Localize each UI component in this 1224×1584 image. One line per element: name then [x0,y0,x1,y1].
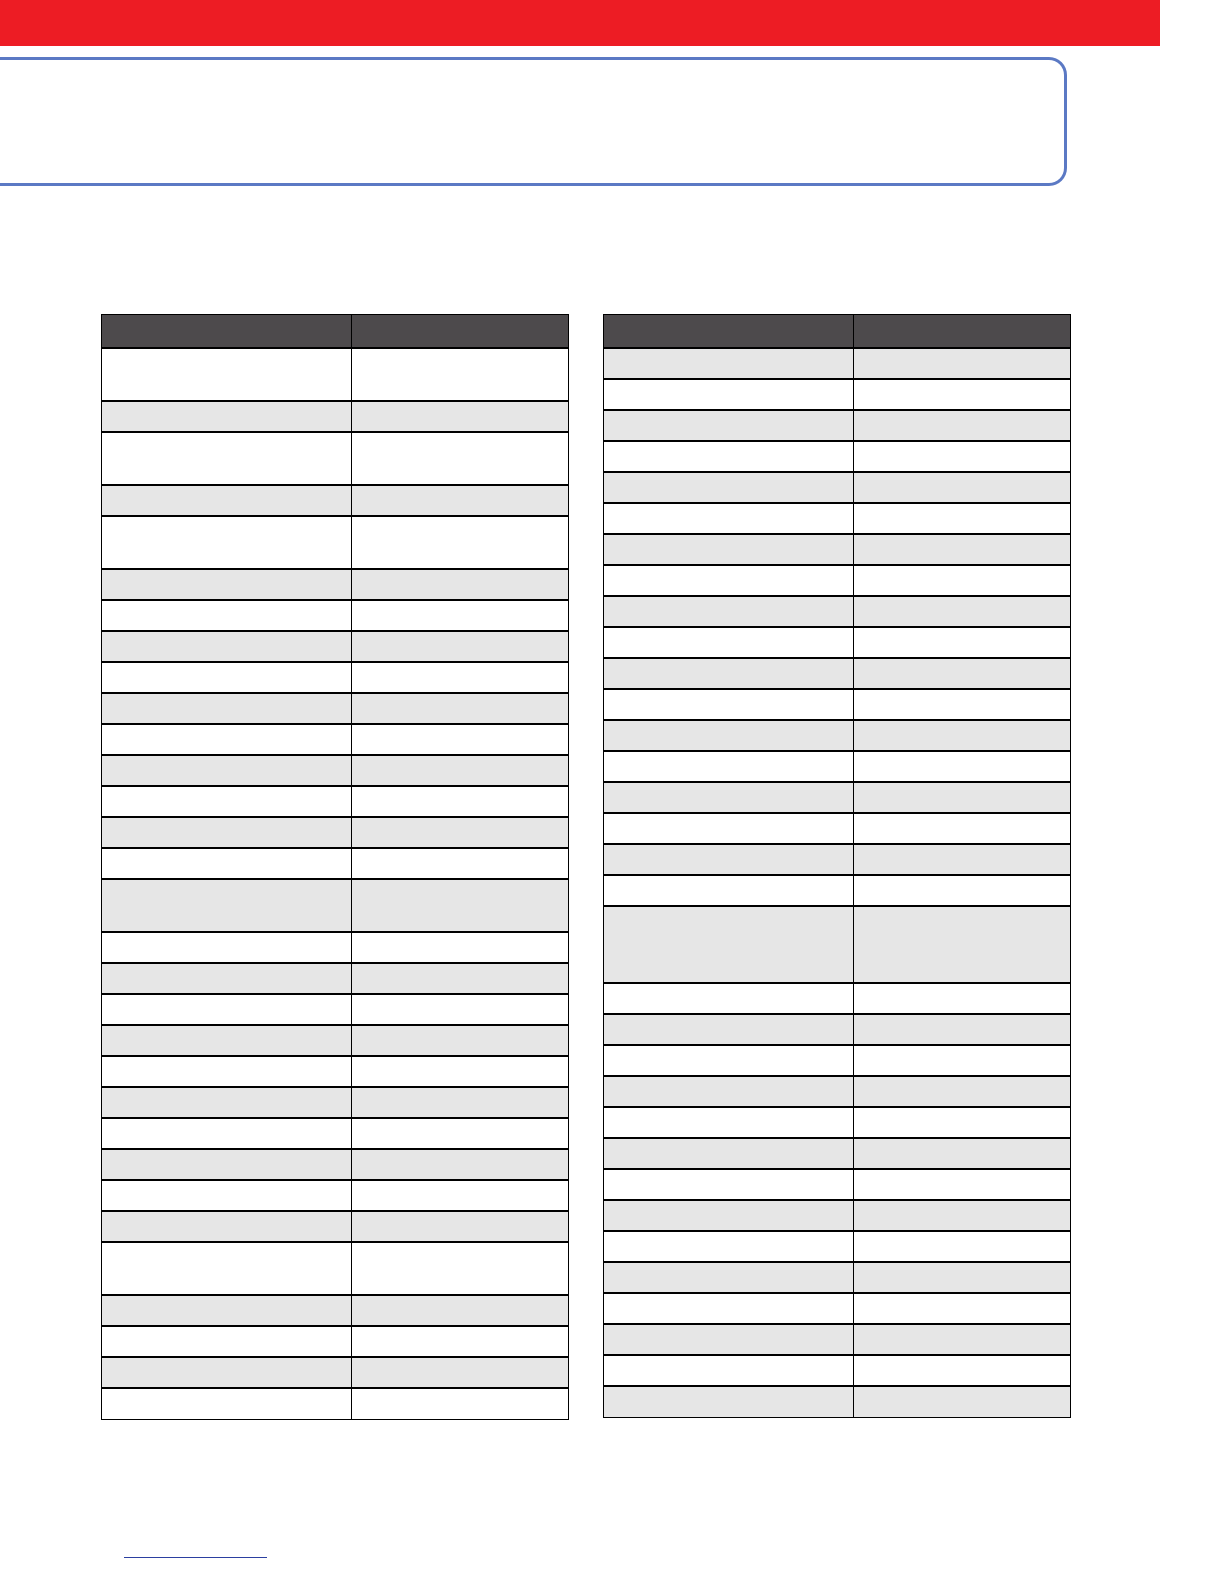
table-cell [352,786,569,817]
table-row [102,932,569,963]
table-cell [854,379,1071,410]
table-row [604,1324,1071,1355]
table-row [604,1014,1071,1045]
table-cell [854,658,1071,689]
table-cell [854,1293,1071,1324]
table-cell [854,1169,1071,1200]
table-cell [102,569,352,600]
table-cell [352,1388,569,1419]
table-row [102,994,569,1025]
table-row [102,786,569,817]
table-cell [604,658,854,689]
table-row [604,1107,1071,1138]
table-cell [102,1180,352,1211]
table-cell [352,817,569,848]
table-cell [604,1138,854,1169]
table-cell [604,1293,854,1324]
table-cell [854,1200,1071,1231]
table-cell [102,1326,352,1357]
table-row [102,963,569,994]
table-row [102,1211,569,1242]
table-cell [604,782,854,813]
table-cell [352,401,569,432]
table-row [102,600,569,631]
table-cell [102,1357,352,1388]
table-cell [854,1231,1071,1262]
left-data-table [101,314,569,1420]
table-cell [352,631,569,662]
table-cell [352,755,569,786]
table-row [102,817,569,848]
table-cell [102,1025,352,1056]
table-row [604,983,1071,1014]
table-cell [604,844,854,875]
top-banner [0,0,1160,46]
table-cell [604,410,854,441]
table-cell [854,596,1071,627]
table-row [102,1295,569,1326]
table-cell [604,1107,854,1138]
table-row [102,693,569,724]
table-cell [604,906,854,983]
table-row [102,1242,569,1295]
table-row [604,1169,1071,1200]
table-row [102,1180,569,1211]
table-cell [604,1355,854,1386]
column-header [102,315,352,349]
table-cell [352,1149,569,1180]
table-cell [854,1355,1071,1386]
table-row [102,1149,569,1180]
table-cell [102,432,352,485]
table-row [102,569,569,600]
table-cell [604,565,854,596]
table-row [604,410,1071,441]
table-row [604,658,1071,689]
table-row [102,1056,569,1087]
table-cell [102,600,352,631]
table-cell [854,1107,1071,1138]
table-row [604,1231,1071,1262]
table-cell [604,1045,854,1076]
table-row [604,813,1071,844]
table-cell [102,1295,352,1326]
table-row [604,503,1071,534]
table-cell [102,755,352,786]
table-cell [102,1118,352,1149]
table-row [604,844,1071,875]
table-cell [352,693,569,724]
table-cell [102,963,352,994]
table-cell [352,879,569,932]
table-cell [352,1295,569,1326]
table-cell [604,441,854,472]
table-cell [352,1211,569,1242]
table-row [604,1200,1071,1231]
table-cell [604,1169,854,1200]
table-row [102,432,569,485]
table-cell [604,596,854,627]
table-row [604,1138,1071,1169]
table-cell [604,627,854,658]
table-cell [604,379,854,410]
table-cell [604,813,854,844]
table-cell [854,534,1071,565]
table-cell [352,848,569,879]
table-row [604,565,1071,596]
table-cell [352,724,569,755]
table-row [604,1293,1071,1324]
title-box [0,57,1067,186]
column-header [854,315,1071,349]
table-cell [604,1014,854,1045]
table-cell [102,1149,352,1180]
table-cell [604,534,854,565]
table-cell [352,348,569,401]
table-cell [854,844,1071,875]
table-cell [102,1087,352,1118]
table-cell [604,983,854,1014]
table-header-row [604,315,1071,349]
table-cell [604,503,854,534]
table-cell [854,689,1071,720]
table-cell [102,1388,352,1419]
table-cell [102,401,352,432]
table-row [604,782,1071,813]
table-cell [102,879,352,932]
table-row [102,755,569,786]
table-cell [102,516,352,569]
table-cell [604,348,854,379]
table-row [102,662,569,693]
table-cell [604,689,854,720]
table-row [604,596,1071,627]
table-cell [854,410,1071,441]
table-cell [854,813,1071,844]
table-cell [102,932,352,963]
table-cell [854,503,1071,534]
table-cell [854,441,1071,472]
table-row [102,485,569,516]
table-cell [854,472,1071,503]
column-header [604,315,854,349]
table-cell [352,1087,569,1118]
table-cell [102,1242,352,1295]
table-cell [604,875,854,906]
table-cell [604,1231,854,1262]
table-cell [102,1056,352,1087]
table-cell [102,693,352,724]
table-cell [854,1324,1071,1355]
table-cell [352,1180,569,1211]
table-row [604,906,1071,983]
table-header-row [102,315,569,349]
table-cell [102,786,352,817]
table-row [102,1357,569,1388]
table-row [102,1087,569,1118]
table-row [604,751,1071,782]
table-row [102,879,569,932]
table-cell [352,600,569,631]
table-row [604,689,1071,720]
table-cell [604,1386,854,1417]
table-cell [352,963,569,994]
table-row [604,441,1071,472]
table-cell [352,485,569,516]
table-cell [854,1138,1071,1169]
table-row [102,1025,569,1056]
table-cell [854,348,1071,379]
table-cell [352,1326,569,1357]
table-row [102,1118,569,1149]
table-cell [352,1242,569,1295]
table-cell [854,983,1071,1014]
table-cell [854,751,1071,782]
table-row [102,1326,569,1357]
table-cell [854,906,1071,983]
table-cell [854,1014,1071,1045]
table-cell [352,662,569,693]
table-row [102,1388,569,1419]
table-cell [854,565,1071,596]
table-cell [854,1386,1071,1417]
table-cell [102,817,352,848]
table-cell [604,472,854,503]
table-cell [854,1045,1071,1076]
table-cell [854,1262,1071,1293]
table-row [604,348,1071,379]
table-row [604,720,1071,751]
table-row [604,1045,1071,1076]
table-row [102,516,569,569]
table-row [604,1076,1071,1107]
column-header [352,315,569,349]
table-cell [352,1056,569,1087]
table-row [102,724,569,755]
table-cell [854,782,1071,813]
table-cell [352,1118,569,1149]
table-cell [352,994,569,1025]
table-row [102,848,569,879]
table-row [604,534,1071,565]
table-cell [102,848,352,879]
table-cell [854,1076,1071,1107]
table-row [604,1355,1071,1386]
table-row [604,472,1071,503]
table-cell [352,1357,569,1388]
table-cell [352,516,569,569]
table-cell [604,751,854,782]
table-row [604,379,1071,410]
table-row [102,631,569,662]
table-row [604,627,1071,658]
table-cell [102,662,352,693]
table-cell [102,348,352,401]
table-cell [352,932,569,963]
table-cell [102,485,352,516]
table-cell [604,1262,854,1293]
table-cell [352,432,569,485]
table-cell [102,724,352,755]
table-cell [604,1324,854,1355]
table-cell [102,994,352,1025]
right-data-table [603,314,1071,1418]
table-cell [352,1025,569,1056]
table-row [102,348,569,401]
footer-link[interactable] [124,1557,267,1558]
table-row [604,1386,1071,1417]
table-cell [854,720,1071,751]
table-cell [102,1211,352,1242]
table-row [604,1262,1071,1293]
table-row [604,875,1071,906]
table-cell [854,875,1071,906]
table-cell [352,569,569,600]
table-cell [102,631,352,662]
table-row [102,401,569,432]
table-cell [604,1200,854,1231]
table-cell [604,1076,854,1107]
table-cell [854,627,1071,658]
table-cell [604,720,854,751]
